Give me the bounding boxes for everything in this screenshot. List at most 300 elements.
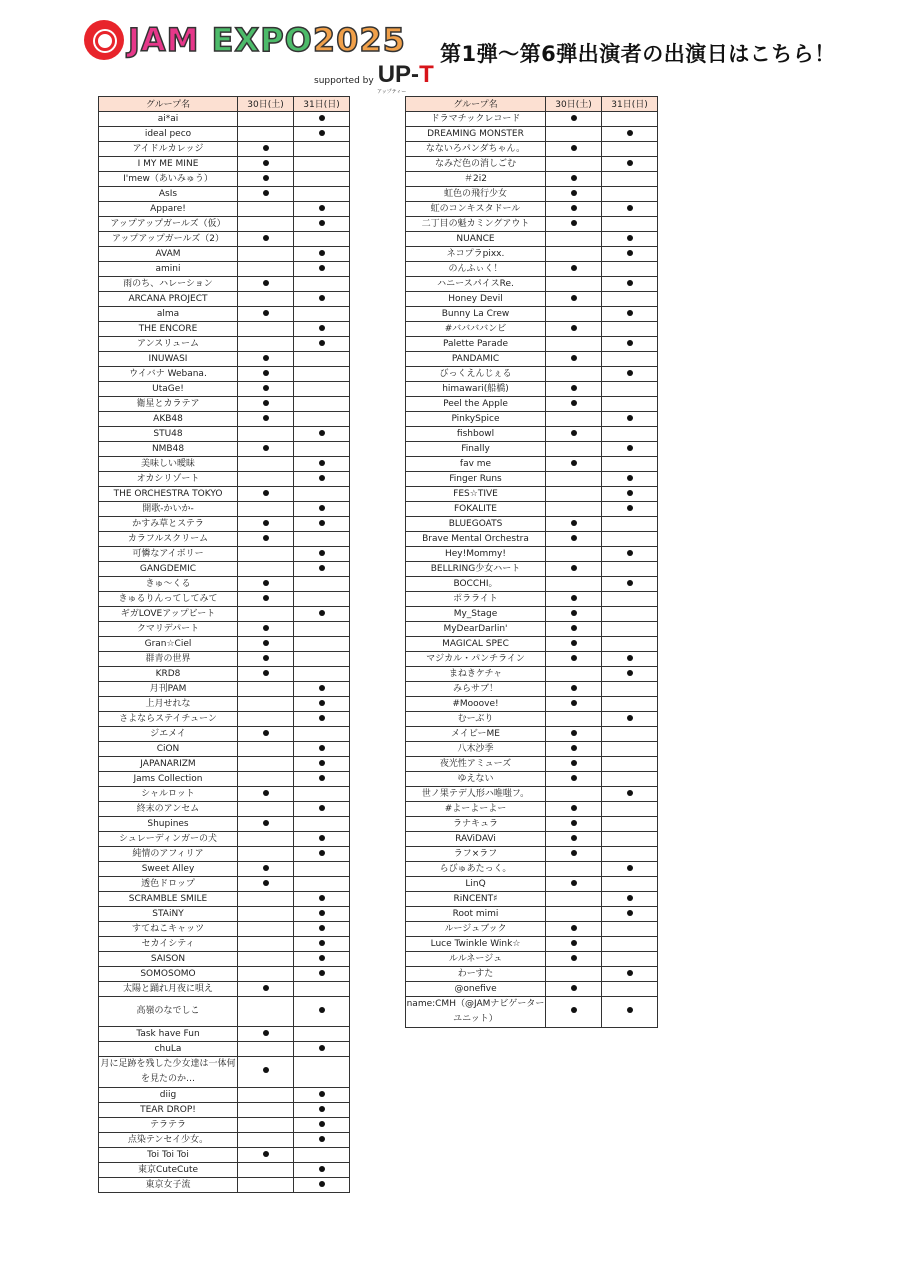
day2-cell	[294, 486, 350, 501]
day1-cell	[238, 216, 294, 231]
group-name-cell: BLUEGOATS	[406, 516, 546, 531]
day1-cell	[238, 681, 294, 696]
day2-cell	[602, 771, 658, 786]
table-row	[406, 921, 658, 936]
day1-cell	[546, 861, 602, 876]
day1-cell	[546, 891, 602, 906]
day1-cell	[238, 1162, 294, 1177]
day1-cell	[238, 576, 294, 591]
attendance-dot-icon	[319, 205, 325, 211]
table-row	[406, 681, 658, 696]
group-name-cell: AKB48	[99, 411, 238, 426]
day2-cell	[294, 366, 350, 381]
attendance-dot-icon	[319, 775, 325, 781]
group-name-cell: SOMOSOMO	[99, 966, 238, 981]
day1-cell	[546, 111, 602, 126]
day1-cell	[546, 186, 602, 201]
attendance-dot-icon	[571, 430, 577, 436]
day2-cell	[294, 381, 350, 396]
table-row	[406, 636, 658, 651]
table-row	[99, 201, 350, 216]
group-name-cell: 東京CuteCute	[99, 1162, 238, 1177]
attendance-dot-icon	[319, 940, 325, 946]
day1-cell	[546, 531, 602, 546]
attendance-dot-icon	[263, 280, 269, 286]
attendance-dot-icon	[319, 1166, 325, 1172]
table-row	[99, 261, 350, 276]
day1-cell	[238, 441, 294, 456]
group-name-cell: name:CMH（@JAMナビゲーターユニット）	[406, 996, 546, 1027]
day1-cell	[238, 861, 294, 876]
group-name-cell: マジカル・パンチライン	[406, 651, 546, 666]
day1-cell	[238, 561, 294, 576]
day2-cell	[602, 666, 658, 681]
day2-cell	[602, 336, 658, 351]
group-name-cell: 月に足跡を残した少女達は一体何を見たのか…	[99, 1056, 238, 1087]
day2-cell	[294, 1056, 350, 1087]
day2-cell	[602, 906, 658, 921]
attendance-dot-icon	[319, 610, 325, 616]
day2-cell	[294, 171, 350, 186]
day1-cell	[546, 366, 602, 381]
attendance-dot-icon	[319, 685, 325, 691]
day2-cell	[294, 1087, 350, 1102]
group-name-cell: fishbowl	[406, 426, 546, 441]
attendance-dot-icon	[571, 145, 577, 151]
table-row	[406, 981, 658, 996]
attendance-dot-icon	[319, 715, 325, 721]
group-name-cell: THE ORCHESTRA TOKYO	[99, 486, 238, 501]
table-row	[99, 726, 350, 741]
day2-cell	[294, 921, 350, 936]
day1-cell	[238, 996, 294, 1026]
attendance-dot-icon	[319, 130, 325, 136]
day2-cell	[294, 756, 350, 771]
day1-cell	[546, 981, 602, 996]
table-row	[406, 441, 658, 456]
attendance-dot-icon	[571, 745, 577, 751]
group-name-cell: シュレーディンガーの犬	[99, 831, 238, 846]
group-name-cell: 太陽と踊れ月夜に唄え	[99, 981, 238, 996]
day1-cell	[238, 786, 294, 801]
day2-cell	[602, 696, 658, 711]
day1-cell	[546, 681, 602, 696]
day1-cell	[238, 606, 294, 621]
table-row	[99, 591, 350, 606]
group-name-cell: 点染テンセイ少女。	[99, 1132, 238, 1147]
day2-cell	[294, 216, 350, 231]
day2-cell	[294, 516, 350, 531]
group-name-cell: みらサブ！	[406, 681, 546, 696]
group-name-cell: なないろパンダちゃん。	[406, 141, 546, 156]
group-name-cell: 可憐なアイボリー	[99, 546, 238, 561]
group-name-cell: 夜光性アミューズ	[406, 756, 546, 771]
group-name-cell: きゅ〜くる	[99, 576, 238, 591]
attendance-dot-icon	[263, 790, 269, 796]
table-row	[99, 531, 350, 546]
day2-cell	[602, 261, 658, 276]
day1-cell	[546, 606, 602, 621]
day1-cell	[546, 411, 602, 426]
table-header-row	[99, 97, 350, 112]
group-name-cell: 雨のち、ハレーション	[99, 276, 238, 291]
day1-cell	[546, 936, 602, 951]
group-name-cell: 開歌-かいか-	[99, 501, 238, 516]
table-row	[406, 336, 658, 351]
attendance-dot-icon	[263, 1067, 269, 1073]
group-name-cell: #よーよーよー	[406, 801, 546, 816]
group-name-cell: AVAM	[99, 246, 238, 261]
day1-cell	[238, 741, 294, 756]
attendance-dot-icon	[571, 205, 577, 211]
day2-cell	[294, 831, 350, 846]
day1-cell	[238, 171, 294, 186]
table-row	[406, 786, 658, 801]
day2-cell	[294, 351, 350, 366]
day2-cell	[294, 861, 350, 876]
day1-cell	[238, 621, 294, 636]
day1-cell	[546, 576, 602, 591]
day1-cell	[238, 291, 294, 306]
day1-cell	[238, 276, 294, 291]
day2-cell	[294, 951, 350, 966]
attendance-dot-icon	[627, 310, 633, 316]
table-row	[406, 276, 658, 291]
group-name-cell: ＃2i2	[406, 171, 546, 186]
group-name-cell: NUANCE	[406, 231, 546, 246]
day1-cell	[238, 486, 294, 501]
table-row	[406, 351, 658, 366]
day1-cell	[546, 321, 602, 336]
attendance-dot-icon	[571, 1007, 577, 1013]
day1-cell	[238, 936, 294, 951]
table-row	[406, 816, 658, 831]
day1-cell	[546, 726, 602, 741]
day2-cell	[294, 636, 350, 651]
day2-cell	[602, 321, 658, 336]
table-row	[406, 606, 658, 621]
table-body	[406, 111, 658, 1027]
attendance-dot-icon	[571, 265, 577, 271]
day1-cell	[238, 456, 294, 471]
group-name-cell: I MY ME MINE	[99, 156, 238, 171]
day2-cell	[602, 141, 658, 156]
attendance-dot-icon	[571, 520, 577, 526]
group-name-cell: 世ノ果テデ人形ハ唯嗤フ。	[406, 786, 546, 801]
day2-cell	[294, 621, 350, 636]
day2-cell	[602, 756, 658, 771]
day2-cell	[602, 306, 658, 321]
table-row	[99, 1147, 350, 1162]
day2-cell	[294, 696, 350, 711]
attendance-dot-icon	[627, 1007, 633, 1013]
group-name-cell: FOKALITE	[406, 501, 546, 516]
table-row	[99, 1087, 350, 1102]
group-name-cell: Honey Devil	[406, 291, 546, 306]
group-name-cell: アップアップガールズ（仮）	[99, 216, 238, 231]
day2-cell	[294, 291, 350, 306]
table-row	[99, 246, 350, 261]
day2-cell	[294, 966, 350, 981]
group-name-cell: NMB48	[99, 441, 238, 456]
group-name-cell: chuLa	[99, 1041, 238, 1056]
day1-cell	[238, 156, 294, 171]
table-row	[406, 696, 658, 711]
day1-cell	[546, 126, 602, 141]
day1-cell	[238, 546, 294, 561]
table-row	[99, 276, 350, 291]
table-row	[99, 756, 350, 771]
table-row	[99, 291, 350, 306]
table-row	[99, 606, 350, 621]
day1-cell	[546, 831, 602, 846]
attendance-dot-icon	[319, 505, 325, 511]
day2-cell	[602, 606, 658, 621]
jam-expo-logo	[84, 18, 414, 62]
table-row	[406, 996, 658, 1027]
day2-cell	[294, 771, 350, 786]
day1-cell	[238, 231, 294, 246]
attendance-dot-icon	[319, 250, 325, 256]
day1-cell	[238, 1177, 294, 1192]
attendance-dot-icon	[263, 175, 269, 181]
day1-cell	[546, 561, 602, 576]
table-row	[99, 651, 350, 666]
day2-cell	[294, 816, 350, 831]
day2-cell	[294, 261, 350, 276]
group-name-cell: まねきケチャ	[406, 666, 546, 681]
attendance-dot-icon	[571, 775, 577, 781]
group-name-cell: 美味しい曖昧	[99, 456, 238, 471]
day1-cell	[238, 1026, 294, 1041]
attendance-dot-icon	[319, 1136, 325, 1142]
day2-cell	[294, 441, 350, 456]
attendance-dot-icon	[319, 475, 325, 481]
day1-cell	[546, 381, 602, 396]
group-name-cell: Hey!Mommy!	[406, 546, 546, 561]
table-row	[406, 501, 658, 516]
group-name-cell: SCRAMBLE SMILE	[99, 891, 238, 906]
day1-cell	[238, 321, 294, 336]
group-name-cell: I'mew（あいみゅう）	[99, 171, 238, 186]
day2-cell	[294, 651, 350, 666]
group-name-cell: PANDAMIC	[406, 351, 546, 366]
day1-cell	[238, 816, 294, 831]
table-row	[99, 546, 350, 561]
day1-cell	[546, 246, 602, 261]
day2-cell	[602, 276, 658, 291]
attendance-dot-icon	[263, 730, 269, 736]
table-row	[99, 186, 350, 201]
day2-cell	[294, 906, 350, 921]
table-row	[99, 366, 350, 381]
attendance-dot-icon	[319, 835, 325, 841]
day2-cell	[294, 246, 350, 261]
day2-cell	[602, 291, 658, 306]
day2-cell	[602, 396, 658, 411]
table-row	[406, 306, 658, 321]
group-name-cell: Finally	[406, 441, 546, 456]
day1-cell	[238, 531, 294, 546]
table-row	[99, 126, 350, 141]
attendance-dot-icon	[571, 700, 577, 706]
day1-cell	[546, 876, 602, 891]
attendance-dot-icon	[627, 280, 633, 286]
day1-cell	[546, 816, 602, 831]
attendance-dot-icon	[571, 730, 577, 736]
group-name-cell: himawari(船橋)	[406, 381, 546, 396]
table-row	[99, 891, 350, 906]
table-row	[406, 891, 658, 906]
day2-cell	[602, 711, 658, 726]
day2-cell	[294, 396, 350, 411]
attendance-dot-icon	[319, 850, 325, 856]
group-name-cell: なみだ色の消しごむ	[406, 156, 546, 171]
day2-cell	[602, 426, 658, 441]
attendance-dot-icon	[627, 415, 633, 421]
group-name-cell: 純情のアフィリア	[99, 846, 238, 861]
day1-cell	[546, 966, 602, 981]
group-name-cell: BOCCHI。	[406, 576, 546, 591]
day1-cell	[546, 516, 602, 531]
group-name-cell: ラフ×ラフ	[406, 846, 546, 861]
day2-cell	[602, 516, 658, 531]
table-row	[406, 381, 658, 396]
attendance-dot-icon	[263, 385, 269, 391]
table-row	[406, 246, 658, 261]
attendance-dot-icon	[319, 970, 325, 976]
attendance-dot-icon	[319, 895, 325, 901]
group-name-cell: カラフルスクリーム	[99, 531, 238, 546]
day1-cell	[238, 651, 294, 666]
day2-cell	[294, 201, 350, 216]
attendance-dot-icon	[263, 1151, 269, 1157]
table-row	[99, 1117, 350, 1132]
attendance-dot-icon	[627, 655, 633, 661]
day2-cell	[294, 546, 350, 561]
group-name-cell: PinkySpice	[406, 411, 546, 426]
column-header-day2: 31日(日)	[602, 97, 658, 112]
day1-cell	[238, 711, 294, 726]
attendance-dot-icon	[571, 640, 577, 646]
table-row	[406, 141, 658, 156]
attendance-dot-icon	[571, 985, 577, 991]
table-row	[99, 1056, 350, 1087]
column-header-group: グループ名	[406, 97, 546, 112]
table-row	[406, 741, 658, 756]
table-row	[406, 966, 658, 981]
attendance-dot-icon	[571, 955, 577, 961]
group-name-cell: 月刊PAM	[99, 681, 238, 696]
day2-cell	[294, 1041, 350, 1056]
day1-cell	[546, 231, 602, 246]
day2-cell	[294, 111, 350, 126]
day1-cell	[546, 651, 602, 666]
attendance-dot-icon	[627, 670, 633, 676]
group-name-cell: ルルネージュ	[406, 951, 546, 966]
table-row	[99, 771, 350, 786]
attendance-dot-icon	[263, 445, 269, 451]
table-row	[406, 711, 658, 726]
group-name-cell: TEAR DROP!	[99, 1102, 238, 1117]
attendance-dot-icon	[263, 370, 269, 376]
day2-cell	[294, 1117, 350, 1132]
group-name-cell: ネコプラpixx.	[406, 246, 546, 261]
day2-cell	[602, 366, 658, 381]
table-row	[99, 1026, 350, 1041]
table-row	[99, 636, 350, 651]
day1-cell	[238, 381, 294, 396]
day1-cell	[238, 426, 294, 441]
up-t-kana: アップティー	[377, 89, 407, 95]
day1-cell	[238, 666, 294, 681]
group-name-cell: GANGDEMIC	[99, 561, 238, 576]
group-name-cell: AsIs	[99, 186, 238, 201]
logo-expo: EXPO	[211, 21, 313, 59]
day1-cell	[238, 1117, 294, 1132]
group-name-cell: クマリデパート	[99, 621, 238, 636]
table-row	[99, 441, 350, 456]
table-row	[406, 156, 658, 171]
attendance-dot-icon	[627, 370, 633, 376]
group-name-cell: BELLRING少女ハート	[406, 561, 546, 576]
day2-cell	[602, 591, 658, 606]
day1-cell	[238, 756, 294, 771]
attendance-dot-icon	[571, 535, 577, 541]
day2-cell	[602, 156, 658, 171]
day1-cell	[546, 396, 602, 411]
day2-cell	[602, 126, 658, 141]
day2-cell	[294, 891, 350, 906]
attendance-dot-icon	[263, 595, 269, 601]
table-row	[99, 681, 350, 696]
group-name-cell: THE ENCORE	[99, 321, 238, 336]
day1-cell	[546, 906, 602, 921]
day2-cell	[294, 276, 350, 291]
attendance-dot-icon	[571, 175, 577, 181]
day2-cell	[294, 501, 350, 516]
supported-by-label: supported by	[314, 76, 374, 86]
table-row	[99, 831, 350, 846]
day2-cell	[294, 306, 350, 321]
group-name-cell: Task have Fun	[99, 1026, 238, 1041]
day2-cell	[294, 456, 350, 471]
group-name-cell: Palette Parade	[406, 336, 546, 351]
table-row	[406, 201, 658, 216]
attendance-dot-icon	[571, 940, 577, 946]
attendance-dot-icon	[627, 130, 633, 136]
table-row	[406, 486, 658, 501]
day2-cell	[294, 1177, 350, 1192]
day2-cell	[294, 426, 350, 441]
group-name-cell: オカシリゾート	[99, 471, 238, 486]
table-row	[406, 366, 658, 381]
group-name-cell: ai*ai	[99, 111, 238, 126]
attendance-dot-icon	[571, 115, 577, 121]
day1-cell	[238, 396, 294, 411]
attendance-dot-icon	[263, 355, 269, 361]
day1-cell	[238, 876, 294, 891]
day1-cell	[238, 111, 294, 126]
day2-cell	[294, 1026, 350, 1041]
attendance-dot-icon	[571, 595, 577, 601]
day1-cell	[546, 276, 602, 291]
day1-cell	[238, 726, 294, 741]
attendance-dot-icon	[319, 550, 325, 556]
group-name-cell: MyDearDarlin'	[406, 621, 546, 636]
day1-cell	[546, 591, 602, 606]
day1-cell	[546, 261, 602, 276]
